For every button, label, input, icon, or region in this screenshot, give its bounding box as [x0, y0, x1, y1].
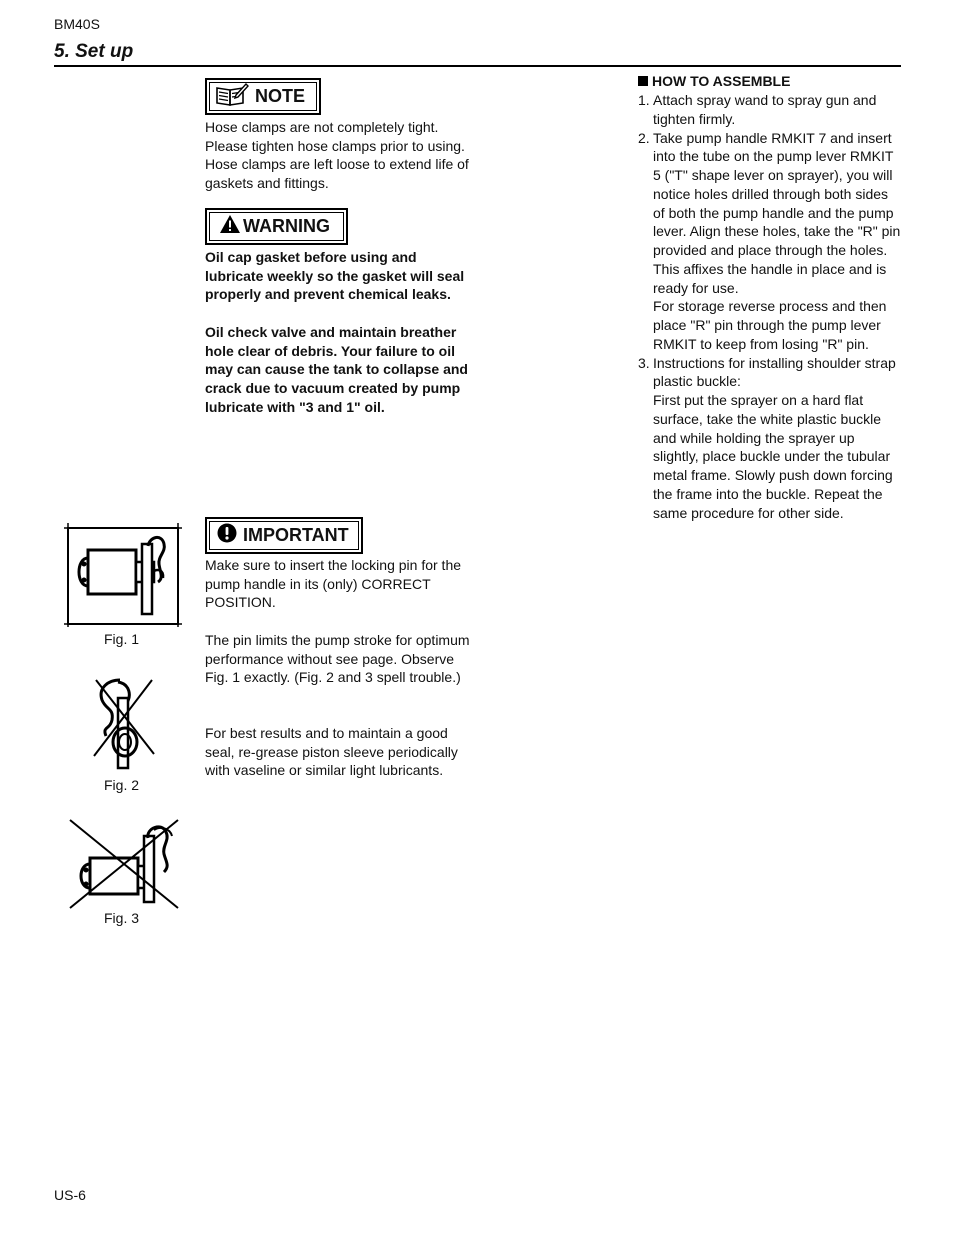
- figure-1-caption: Fig. 1: [104, 631, 140, 647]
- warning-label: WARNING: [243, 216, 330, 236]
- step-text-storage: For storage reverse process and then place "R" pin through the pump lever RMKIT to keep from losing "R" pin.: [653, 298, 887, 352]
- important-label-box: [205, 517, 363, 554]
- step-text: Attach spray wand to spray gun and tighten firmly.: [653, 92, 877, 127]
- warning-label-box: [205, 208, 348, 245]
- step-text: Instructions for installing shoulder strap plastic buckle:: [653, 354, 896, 390]
- step-text-procedure: First put the sprayer on a hard flat surface, take the white plastic buckle and while holding the sprayer up slightly, place buckle under the tubular metal frame. Slowly push down forcing the frame into the buckle. Repeat the same procedure for other side.: [653, 392, 893, 521]
- step-number: 3.: [638, 354, 650, 371]
- assembly-step-3: [638, 354, 902, 523]
- important-label: IMPORTANT: [243, 525, 349, 545]
- book-pencil-icon: [215, 82, 249, 111]
- header-rule: [54, 65, 901, 67]
- step-number: 1.: [638, 92, 650, 108]
- assembly-step-1: [638, 91, 902, 129]
- important-paragraph-3: For best results and to maintain a good seal, re-grease piston sleeve periodically with vaseline or similar light lubricants.: [205, 725, 458, 779]
- section-title: 5. Set up: [54, 41, 134, 62]
- figure-3-incorrect-pin-illustration: [66, 816, 184, 917]
- square-bullet-icon: [638, 76, 648, 86]
- figure-2-incorrect-pin-illustration: [88, 676, 158, 777]
- warning-triangle-icon: [219, 214, 241, 239]
- assembly-steps-list: [638, 91, 902, 522]
- step-number: 2.: [638, 129, 650, 146]
- how-to-assemble-heading: [638, 73, 790, 89]
- figure-2-caption: Fig. 2: [104, 777, 140, 793]
- assembly-step-2: [638, 129, 902, 354]
- important-paragraph-2: The pin limits the pump stroke for optimum performance without see page. Observe Fig. 1 exactly. (Fig. 2 and 3 spell trouble.): [205, 632, 470, 686]
- how-to-assemble-title: HOW TO ASSEMBLE: [652, 73, 791, 89]
- page-number: US-6: [54, 1187, 86, 1203]
- note-text: Hose clamps are not completely tight. Please tighten hose clamps prior to using. Hose clamps are left loose to extend life of gaskets and fittings.: [205, 119, 469, 192]
- step-text: Take pump handle RMKIT 7 and insert into the tube on the pump lever RMKIT 5 ("T" shape lever on sprayer), you will notice holes drilled through both sides of both the pump handle and the pump lever. Align these holes, take the "R" pin provided and place through the holes. This affixes the handle in place and is ready for use.: [653, 129, 901, 296]
- warning-paragraph-2: Oil check valve and maintain breather hole clear of debris. Your failure to oil may can cause the tank to collapse and crack due to vacuum created by pump lubricate with "3 and 1" oil.: [205, 324, 468, 415]
- note-label-box: [205, 78, 321, 115]
- model-number: BM40S: [54, 16, 100, 32]
- figure-3-caption: Fig. 3: [104, 910, 140, 926]
- important-paragraph-1: Make sure to insert the locking pin for the pump handle in its (only) CORRECT POSITION.: [205, 557, 462, 611]
- warning-paragraph-1: Oil cap gasket before using and lubricate weekly so the gasket will seal properly and prevent chemical leaks.: [205, 249, 465, 303]
- exclamation-circle-icon: [217, 523, 237, 548]
- note-label: NOTE: [255, 86, 306, 106]
- figure-1-correct-pin-illustration: [62, 522, 184, 633]
